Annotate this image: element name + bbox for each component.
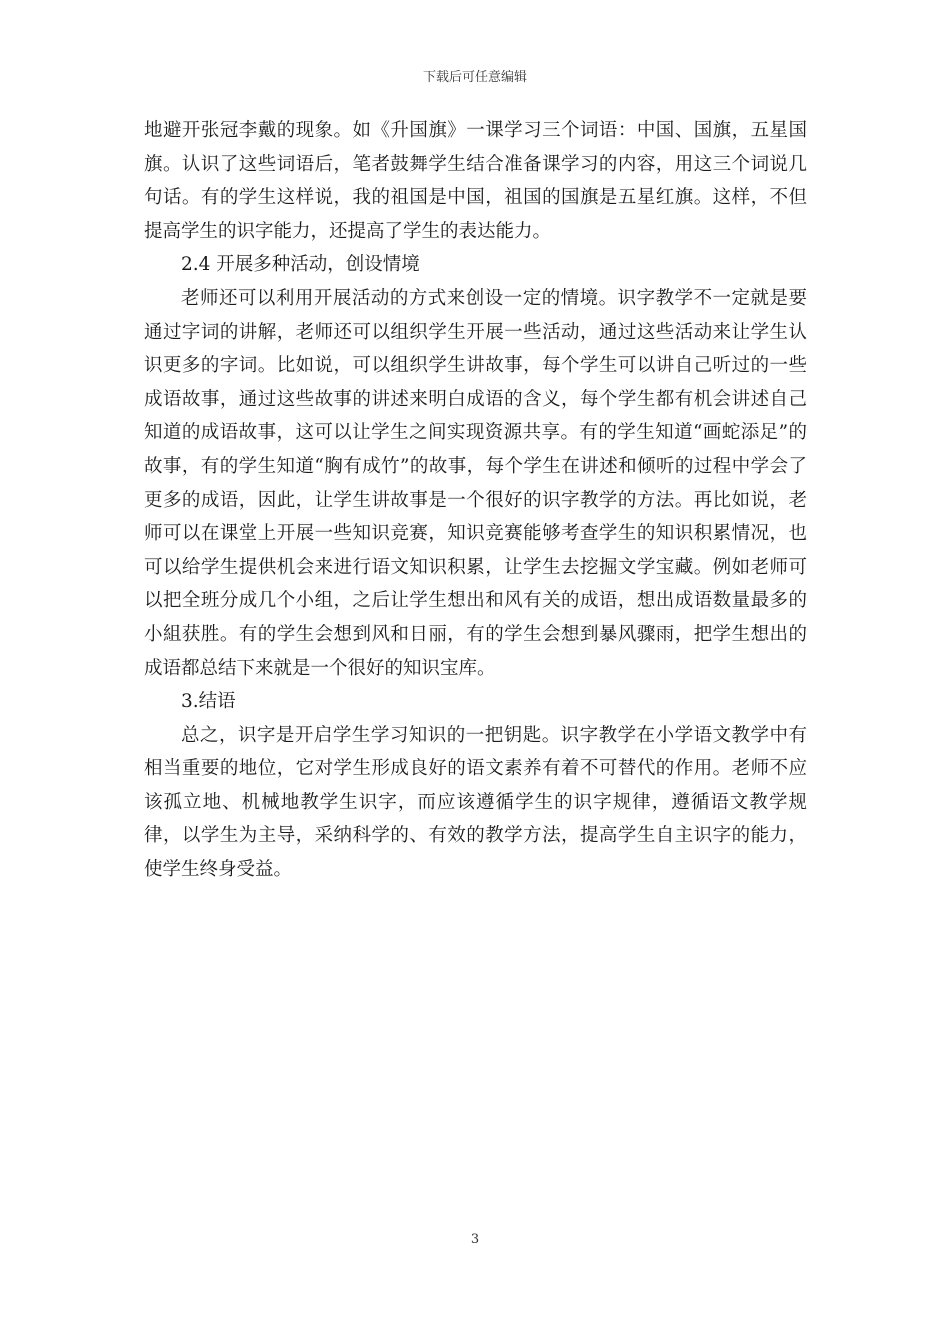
page-header: 下载后可任意编辑	[422, 70, 527, 85]
section-heading-conclusion: 3.结语	[181, 691, 236, 713]
paragraph-conclusion: 总之，识字是开启学生学习知识的一把钥匙。识字教学在小学语文教学中有相当重要的地位，它对学生形成良好的语文素养有着不可替代的作用。老师不应该孤立地、机械地教学生识字，而应该遵循学生的识字规律，遵循语文教学规律，以学生为主导，采纳科学的、有效的教学方法，提高学生自主识字的能力，使学生终身受益。	[144, 724, 807, 881]
document-body	[144, 114, 807, 887]
section-heading-2-4: 2.4 开展多种活动，创设情境	[181, 254, 420, 276]
paragraph-continued: 地避开张冠李戴的现象。如《升国旗》一课学习三个词语：中国、国旗，五星国旗。认识了这些词语后，笔者鼓舞学生结合准备课学习的内容，用这三个词说几句话。有的学生这样说，我的祖国是中国，祖国的国旗是五星红旗。这样，不但提高学生的识字能力，还提高了学生的表达能力。	[144, 120, 807, 242]
paragraph-activities: 老师还可以利用开展活动的方式来创设一定的情境。识字教学不一定就是要通过字词的讲解，老师还可以组织学生开展一些活动，通过这些活动来让学生认识更多的字词。比如说，可以组织学生讲故事，每个学生可以讲自己听过的一些成语故事，通过这些故事的讲述来明白成语的含义，每个学生都有机会讲述自己知道的成语故事，这可以让学生之间实现资源共享。有的学生知道“画蛇添足”的故事，有的学生知道“胸有成竹”的故事，每个学生在讲述和倾听的过程中学会了更多的成语，因此，让学生讲故事是一个很好的识字教学的方法。再比如说，老师可以在课堂上开展一些知识竞赛，知识竞赛能够考查学生的知识积累情况，也可以给学生提供机会来进行语文知识积累，让学生去挖掘文学宝藏。例如老师可以把全班分成几个小组，之后让学生想出和风有关的成语，想出成语数量最多的小組获胜。有的学生会想到风和日丽，有的学生会想到暴风骤雨，把学生想出的成语都总结下来就是一个很好的知识宝库。	[144, 287, 807, 679]
page-number: 3	[470, 1232, 480, 1247]
